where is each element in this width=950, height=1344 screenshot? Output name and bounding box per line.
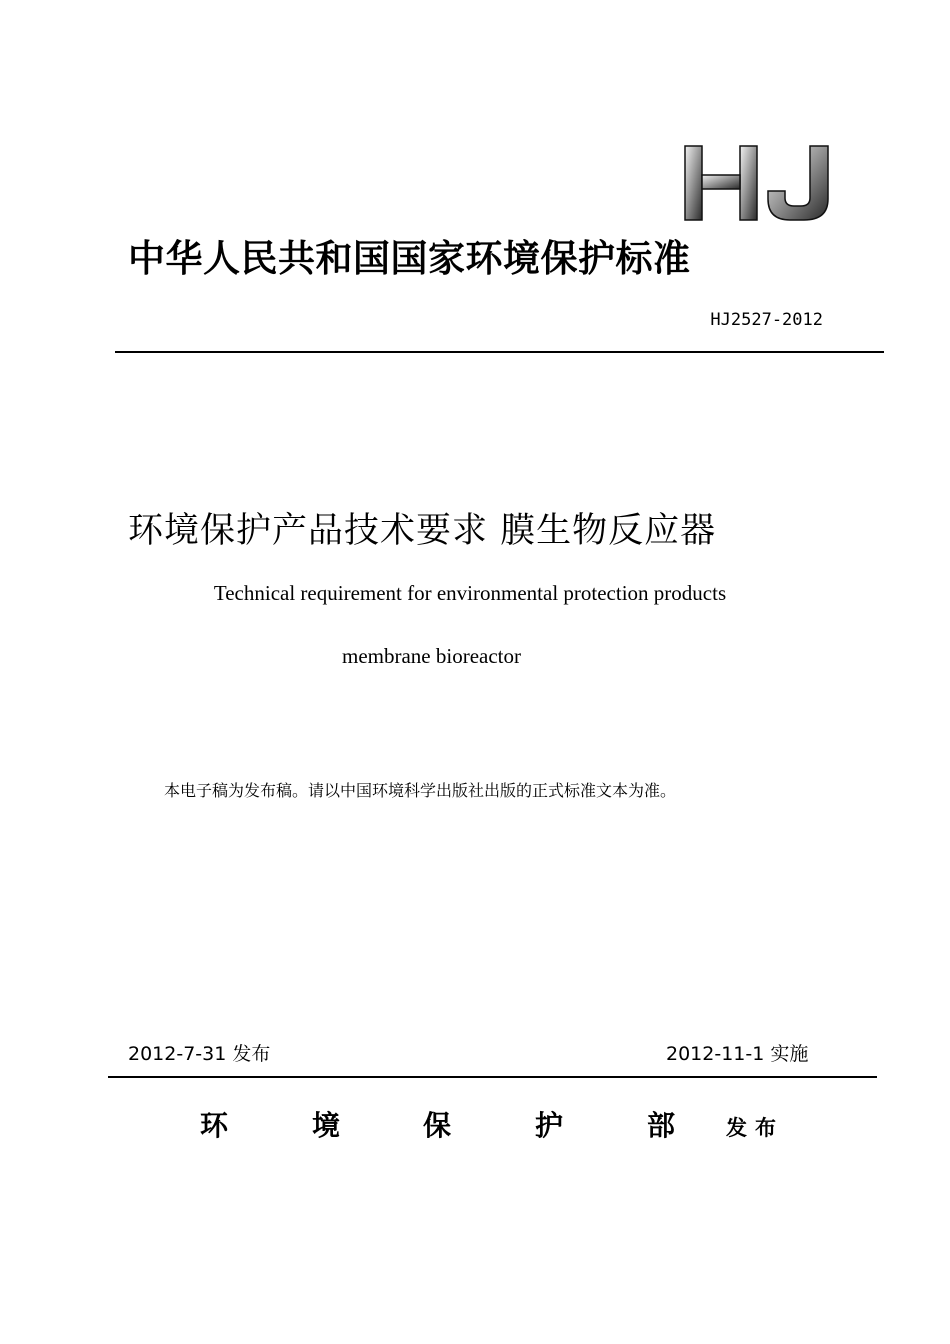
implementation-date: 2012-11-1 实施 — [666, 1043, 809, 1065]
issue-date: 2012-7-31 发布 — [128, 1043, 271, 1065]
document-title-en-line-1: Technical requirement for environmental protection products — [213, 581, 727, 605]
issue-action: 发布 — [726, 1116, 784, 1140]
issuer-char: 境 — [312, 1109, 341, 1142]
logo-letter-j — [768, 146, 828, 220]
issuer-char: 护 — [535, 1109, 564, 1142]
hj-logo — [682, 143, 834, 223]
bottom-divider — [108, 1076, 877, 1078]
issuer-char: 部 — [647, 1109, 676, 1142]
document-title-cn: 环境保护产品技术要求 膜生物反应器 — [128, 511, 717, 551]
standard-number: HJ2527-2012 — [710, 310, 823, 330]
release-notice: 本电子稿为发布稿。请以中国环境科学出版社出版的正式标准文本为准。 — [164, 781, 677, 800]
top-divider — [115, 351, 884, 353]
logo-letter-h — [685, 146, 757, 220]
org-title: 中华人民共和国国家环境保护标准 — [128, 237, 691, 280]
document-title-en-line-2: membrane bioreactor — [342, 644, 521, 668]
issuer-char: 保 — [423, 1109, 452, 1142]
issuer-char: 环 — [200, 1109, 229, 1142]
